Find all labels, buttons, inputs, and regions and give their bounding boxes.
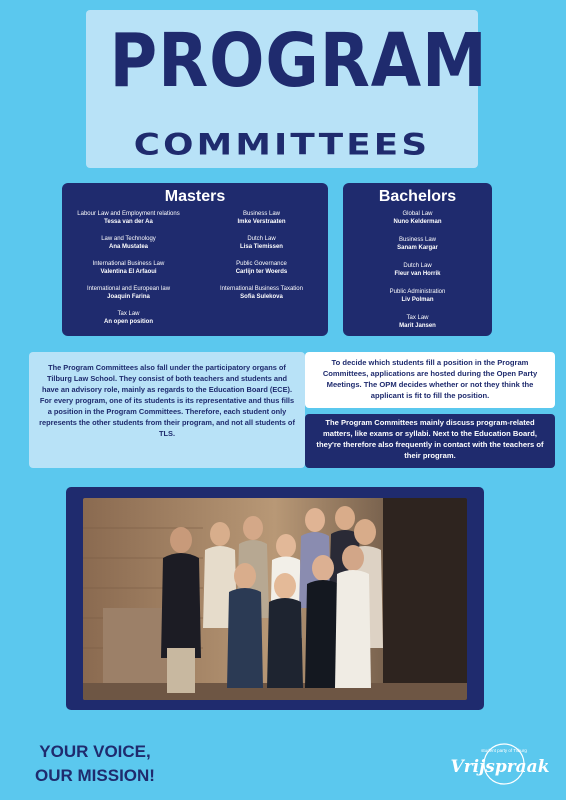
committee-entry — [343, 314, 492, 330]
committee-entry — [195, 210, 328, 226]
vrijspraak-logo — [440, 742, 560, 786]
committee-entry — [62, 235, 195, 251]
masters-card — [62, 183, 328, 336]
masters-heading: Masters — [164, 188, 226, 205]
program-label: Law and Technology — [101, 236, 156, 242]
title-banner — [86, 10, 488, 168]
committee-entry — [343, 288, 492, 304]
committee-entry — [195, 285, 328, 301]
bachelors-heading: Bachelors — [378, 188, 457, 205]
member-name: Marit Jansen — [399, 323, 436, 329]
bachelors-card — [343, 183, 492, 336]
program-label: Public Administration — [389, 289, 446, 295]
committee-entry — [343, 236, 492, 252]
participatory-paragraph: The Program Committees also fall under the participatory organs of Tilburg Law School. They consist of both teachers and students and have an advisory role, mainly as regards to the Education Board (ECE). For every program, one of its students is its representative and thus fills a position in the Program Committees. Therefore, each student only represents the other students from their program, and not all students of TLS. — [39, 363, 295, 438]
member-name: An open position — [104, 319, 153, 325]
member-name: Sanam Kargar — [397, 245, 438, 251]
program-label: Dutch Law — [403, 263, 432, 269]
masters-right-column — [195, 210, 328, 335]
member-name: Joaquin Farina — [107, 294, 150, 300]
member-name: Carlijn ter Woerds — [235, 269, 288, 275]
slogan-line-2: OUR MISSION! — [35, 766, 155, 785]
group-photo-illustration — [83, 498, 467, 700]
member-name: Imke Verstraaten — [237, 219, 286, 225]
member-name: Nuno Kelderman — [393, 219, 442, 225]
slogan-line-1: YOUR VOICE, — [39, 742, 151, 761]
committee-entry — [343, 262, 492, 278]
committee-entry — [195, 235, 328, 251]
program-label: Global Law — [402, 211, 433, 217]
program-label: Public Governance — [236, 261, 287, 267]
member-name: Lisa Tiemissen — [240, 244, 283, 250]
committee-entry — [62, 210, 195, 226]
discussion-paragraph: The Program Committees mainly discuss program-related matters, like exams or syllabi. Next to the Education Board, they're therefore also frequently in contact with the teachers of their program. — [316, 418, 544, 460]
member-name: Sofia Sulekova — [240, 294, 283, 300]
logo-ring-text: student party of Tilburg — [481, 748, 527, 753]
slogan — [0, 740, 190, 788]
group-photo — [83, 498, 467, 700]
member-name: Ana Mustatea — [108, 244, 148, 250]
member-name: Fleur van Horrik — [394, 271, 441, 277]
program-label: International and European law — [86, 286, 171, 292]
committee-entry — [62, 285, 195, 301]
program-label: International Business Taxation — [220, 286, 303, 292]
committee-entry — [195, 260, 328, 276]
program-label: Tax Law — [117, 311, 140, 317]
program-label: Business Law — [242, 211, 281, 217]
group-photo-frame — [66, 487, 484, 710]
member-name: Liv Polman — [401, 297, 434, 303]
committee-entry — [62, 260, 195, 276]
selection-text-box — [305, 352, 555, 408]
committee-entry — [62, 310, 195, 326]
program-label: Business Law — [398, 237, 437, 243]
program-label: Labour Law and Employment relations — [77, 211, 180, 217]
committee-entry — [343, 210, 492, 226]
page-subtitle: COMMITTEES — [133, 128, 431, 162]
discussion-text-box — [305, 414, 555, 468]
member-name: Tessa van der Aa — [104, 219, 153, 225]
selection-paragraph: To decide which students fill a position in the Program Committees, applications are hosted during the Open Party Meetings. The OPM decides whether or not they think the applicant is fit to fill the position. — [322, 358, 538, 400]
program-label: Dutch Law — [247, 236, 276, 242]
program-label: International Business Law — [92, 261, 165, 267]
logo-graphic — [440, 742, 560, 786]
page-title: PROGRAM — [109, 18, 488, 104]
member-name: Valentina El Arfaoui — [100, 269, 157, 275]
logo-wordmark: Vrijspraak — [450, 757, 550, 777]
program-label: Tax Law — [406, 315, 429, 321]
participatory-text-box — [29, 352, 305, 468]
masters-left-column — [62, 210, 195, 335]
